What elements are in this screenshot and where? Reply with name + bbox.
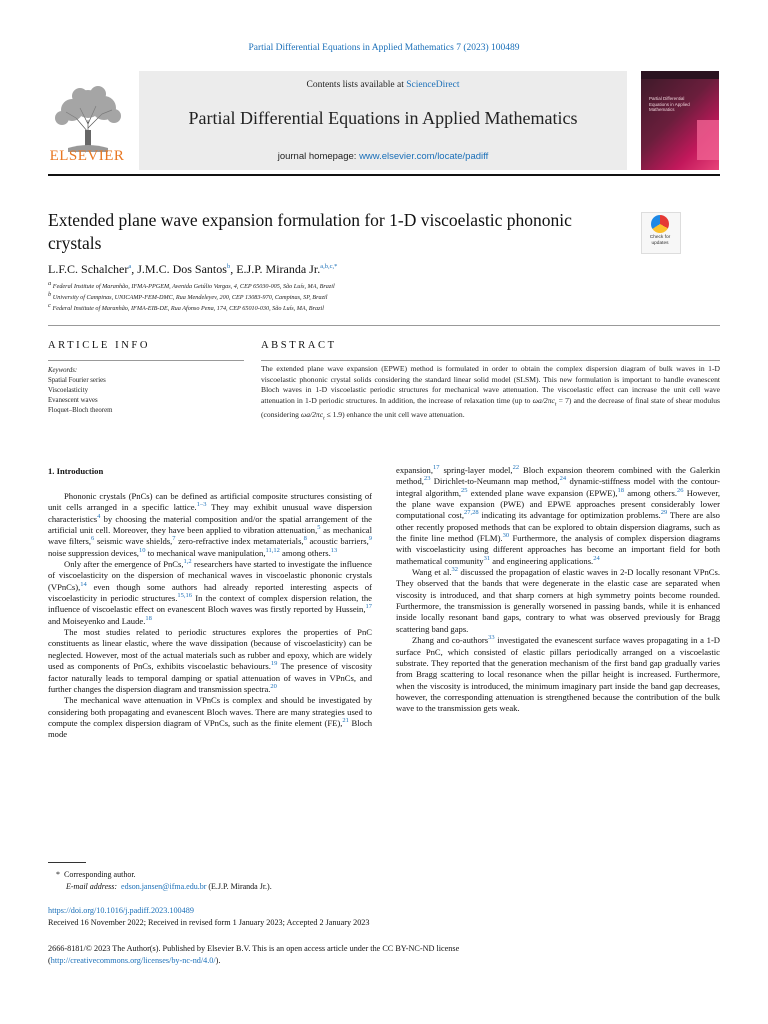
license-text: 2666-8181/© 2023 The Author(s). Published by Elsevier B.V. This is an open access article under the CC BY-NC-ND license (48, 944, 460, 953)
affiliation-text: University of Campinas, UNICAMP-FEM-DMC, Rua Mendeleyev, 200, CEP 13083-970, Campinas, SP, Brazil (52, 294, 328, 301)
text-run: The presence of viscosity factor naturally leads to temporal damping or spatial attenuation of waves in VPnCs, and further changes the dispersion diagram and transmission spectra. (48, 661, 372, 694)
abstract-math (532, 395, 557, 408)
text-run: indicating its advantage for optimization problems. (478, 510, 661, 521)
text-run: noise suppression devices, (48, 547, 139, 558)
citation-link[interactable]: 19 (270, 660, 278, 668)
text-run: acoustic barriers, (306, 536, 369, 547)
keyword-item: Spatial Fourier series (48, 377, 106, 384)
math-sub: t (554, 401, 557, 408)
citation-link[interactable]: 1,2 (183, 558, 192, 566)
citation-link[interactable]: 33 (488, 634, 495, 642)
text-run: There are also other recently proposed methods that can be explored to obtain dispersion diagrams, such as the finite line method (FLM). (396, 510, 720, 544)
footnote-rule (48, 862, 86, 863)
affiliation-text: Federal Institute of Maranhão, IFMA-EIB-DE, Rua Afonso Pena, 174, CEP 65010-030, São Luís, MA, Brazil (52, 305, 324, 312)
citation-link[interactable]: 24 (593, 554, 600, 562)
math-sub: t (323, 415, 325, 422)
citation-link[interactable]: 22 (512, 464, 520, 472)
text-run: Only after the emergence of PnCs, (64, 559, 184, 570)
citation-link[interactable]: 32 (451, 566, 458, 574)
text-run: and engineering applications. (490, 555, 594, 566)
text-run: They may exhibit unusual wave dispersion characteristics (48, 502, 372, 524)
abstract-part: ) enhance the unit cell wave attenuation. (342, 409, 465, 419)
journal-homepage-link[interactable]: www.elsevier.com/locate/padiff (359, 151, 489, 162)
author-affiliation-mark[interactable]: a,b,c,* (320, 263, 338, 270)
title-block-rule (48, 325, 720, 326)
keyword-item: Viscoelasticity (48, 387, 88, 394)
citation-link[interactable]: 13 (330, 546, 338, 554)
text-run: However, the plane wave expansion (PWE) and EPWE approaches present considerably lower computational cost, (396, 487, 721, 521)
contents-prefix: Contents lists available at (306, 80, 407, 90)
citation-link[interactable]: 23 (423, 475, 431, 483)
text-run: even though some authors had already reported interesting aspects of viscoelasticity in periodic structures. (48, 581, 372, 604)
affiliation-mark: c (48, 301, 51, 309)
header-rule (48, 174, 720, 176)
text-run: Furthermore, the analysis of complex dispersion diagrams with viscoelasticity using different approaches has become an important field for both mathematical community (396, 533, 720, 566)
crossmark-icon (651, 215, 669, 233)
math-rest: = 7 (556, 395, 569, 405)
citation-link[interactable]: 18 (617, 486, 624, 494)
email-line (56, 881, 272, 893)
author-affiliation-mark[interactable]: b (226, 263, 231, 270)
doi-link[interactable]: https://doi.org/10.1016/j.padiff.2023.100489 (48, 906, 194, 915)
citation-link[interactable]: 27,28 (464, 509, 479, 517)
body-paragraph (396, 567, 720, 635)
citation-link[interactable]: 14 (80, 580, 87, 588)
text-run: seismic wave shields, (94, 536, 173, 547)
journal-cover-strip (641, 71, 719, 79)
text-run: The most studies related to periodic structures explores the properties of PnC constituents as linear elastic, where the wave dissipation (because of viscoelasticity) can be neglected. However, most of the actual materials such as rubber and epoxy, which are widely used as components of PnCs, exhibits viscoelastic behaviours. (48, 627, 372, 672)
text-run: spring-layer model, (439, 465, 513, 475)
citation-link[interactable]: 5 (317, 524, 321, 532)
affiliation-b (48, 290, 328, 301)
author-name[interactable]: J.M.C. Dos Santos (137, 262, 227, 276)
text-run: zero-refractive index metamaterials, (175, 536, 304, 547)
citation-link[interactable]: 10 (138, 546, 146, 554)
contents-available-line (139, 80, 627, 90)
abstract-heading: ABSTRACT (261, 340, 337, 351)
body-column-left (48, 491, 372, 741)
email-link[interactable]: edson.jansen@ifma.edu.br (121, 881, 207, 891)
text-run: Bloch expansion theorem combined with the Galerkin method, (396, 465, 720, 487)
citation-link[interactable]: 24 (559, 475, 567, 483)
author-name[interactable]: E.J.P. Miranda Jr. (236, 262, 321, 276)
body-paragraph (396, 635, 720, 714)
journal-title: Partial Differential Equations in Applied Mathematics (188, 108, 578, 128)
abstract-text (261, 364, 720, 424)
text-run: Wang et al. (412, 567, 452, 578)
article-title: Extended plane wave expansion formulation for 1-D viscoelastic phononic crystals (48, 210, 572, 253)
journal-cover-accent (697, 120, 719, 160)
citation-link[interactable]: 17 (433, 464, 440, 472)
text-run: as mechanical wave filters, (48, 525, 372, 547)
affiliation-a (48, 279, 335, 290)
text-run: by choosing the material composition and/or the spatial arrangement of the artificial unit cell. Moreover, they have been applied to vibration attenuation, (48, 513, 372, 536)
license-close: ). (215, 955, 221, 965)
text-run: and Moiseyenko and Laude. (48, 615, 146, 626)
citation-link[interactable]: 6 (91, 535, 95, 543)
citation-link[interactable]: 4 (97, 512, 101, 520)
affiliation-mark: a (48, 279, 52, 287)
affiliation-mark: b (48, 290, 52, 298)
corresponding-author-line (56, 869, 272, 881)
email-label: E-mail address: (66, 881, 118, 891)
license-statement: 2666-8181/© 2023 The Author(s). Published by Elsevier B.V. This is an open access article under the CC BY-NC-ND license (http://creativecommons.org/licenses/by-nc-nd/4.0/). (48, 944, 460, 965)
author-list: L.F.C. Schalcher$^a$, J.M.C. Dos Santos$^b$, E.J.P. Miranda Jr.$^{a,b,c,*}$ (48, 262, 338, 276)
math-expr: ωa/2πc (300, 409, 324, 419)
keyword-item: Evanescent waves (48, 397, 98, 404)
abstract-rule (261, 360, 720, 361)
sciencedirect-link[interactable]: ScienceDirect (406, 80, 460, 90)
section-heading-introduction: 1. Introduction (48, 466, 104, 476)
body-column-right (396, 465, 720, 715)
citation-link[interactable]: 21 (342, 717, 349, 725)
math-expr: ωa/2πc (532, 395, 555, 405)
homepage-prefix: journal homepage: (277, 151, 360, 162)
elsevier-wordmark: ELSEVIER (49, 148, 125, 164)
text-run: researchers have started to investigate the influence of viscoelasticity on the dispersion of mechanical waves in viscoelastic phononic crystals (VPnCs), (48, 559, 372, 592)
text-run: among others. (624, 487, 677, 498)
body-paragraph (48, 695, 372, 740)
journal-cover-title: Partial Differential Equations in Applied Mathematics (649, 96, 690, 112)
citation-link[interactable]: 31 (483, 554, 491, 562)
body-paragraph (396, 465, 720, 567)
corresponding-label: Corresponding author. (64, 870, 136, 879)
abstract-part: The extended plane wave expansion (EPWE) method is formulated in order to obtain the complex dispersion diagram of bulk waves in 1-D viscoelastic phononic crystal solids considering the standard linear solid model (SLSM). This new formulation is important to handle evanescent Bloch waves in 1-D viscoelastic periodic structures for mechanical wave attenuation. The viscoelastic effect can increase the unit cell wave attenuation in 1-D periodic structures. In addition, the increase of relaxation time (up to (261, 364, 720, 405)
corresponding-author-footnote (56, 869, 272, 892)
journal-reference-link[interactable]: Partial Differential Equations in Applied Mathematics 7 (2023) 100489 (248, 43, 520, 53)
citation-link[interactable]: 9 (368, 535, 372, 543)
abstract-math (300, 409, 325, 422)
article-info-rule (48, 360, 244, 361)
citation-link[interactable]: 25 (461, 486, 468, 494)
text-run: to mechanical wave manipulation, (145, 547, 266, 558)
license-link[interactable]: http://creativecommons.org/licenses/by-nc-nd/4.0/ (50, 955, 216, 965)
text-run: Bloch mode (48, 717, 372, 740)
math-rest: ≤ 1.9 (324, 409, 343, 419)
text-run: discussed the propagation of elastic waves in 2-D locally resonant VPnCs. They observed that the bands that were degenerate in the elastic case are separated when viscosity is introduced, and that sharp corners at high symmetry points become rounded. Furthermore, the transmission is generally worsened in passing bands, while it is enhanced inside locally resonant band gaps, contrary to what was observed previously for Bragg scattering band gaps. (396, 567, 720, 634)
citation-link[interactable]: 26 (676, 486, 684, 494)
received-dates: Received 16 November 2022; Received in revised form 1 January 2023; Accepted 2 January 2023 (48, 918, 370, 927)
citation-link[interactable]: 1–3 (196, 501, 207, 509)
journal-homepage-line (139, 151, 627, 162)
citation-link[interactable]: 8 (303, 535, 307, 543)
keywords-block (48, 366, 112, 416)
text-run: expansion, (396, 465, 433, 475)
body-paragraph (48, 491, 372, 559)
body-paragraph (48, 627, 372, 695)
citation-link[interactable]: 29 (660, 509, 668, 517)
citation-link[interactable]: 17 (365, 603, 372, 611)
text-run: The mechanical wave attenuation in VPnCs is complex and should be investigated by considering both propagating and evanescent Bloch waves. There are many strategies used to compute the complex dispersion diagram of VPnCs, such as the finite element (FE), (48, 695, 372, 728)
keywords-label: Keywords: (48, 367, 78, 374)
text-run: Dirichlet-to-Neumann map method, (430, 476, 560, 487)
email-owner: (E.J.P. Miranda Jr.). (206, 881, 272, 891)
author-affiliation-mark[interactable]: a (128, 263, 132, 270)
citation-link[interactable]: 18 (145, 614, 152, 622)
citation-link[interactable]: 7 (172, 535, 176, 543)
text-run: Phononic crystals (PnCs) can be defined as artificial composite structures consisting of unit cells arranged in a specific lattice. (48, 491, 372, 513)
text-run: extended plane wave expansion (EPWE), (467, 487, 618, 498)
abstract-part: ) and the decrease of final state of shear modulus (considering (261, 395, 720, 419)
author-name[interactable]: L.F.C. Schalcher (48, 262, 129, 276)
keyword-item: Floquet–Bloch theorem (48, 407, 113, 414)
text-run: In the context of complex dispersion relation, the influence of viscoelastic effect on evanescent Bloch waves was firstly reported by Hussein, (48, 593, 372, 615)
footnote-mark: * (56, 870, 60, 879)
affiliation-text: Federal Institute of Maranhão, IFMA-PPGEM, Avenida Getúlio Vargas, 4, CEP 65030-005, São Luís, MA, Brazil (52, 283, 335, 290)
check-for-updates-label: Check for updates (649, 235, 671, 246)
body-paragraph (48, 559, 372, 627)
citation-link[interactable]: 15,16 (177, 592, 192, 600)
text-run: Zhang and co-authors (412, 635, 489, 646)
text-run: investigated the evanescent surface waves propagating in a 1-D surface PnC, which consisted of elastic pillars periodically arranged on a viscoelastic substrate. They reported that the generation mechanism of the first band gap gradually varies from Bragg scattering to local resonance when the pillar height is increased. Furthermore, when the viscosity is introduced, the minimum imaginary part inside the band gap decreases, however, the corresponding attenuation is strengthened because the contribution of the bulk wave to the transmission gets weak. (396, 635, 721, 714)
text-run: among others. (279, 547, 331, 558)
article-info-heading: ARTICLE INFO (48, 340, 151, 351)
citation-link[interactable]: 11,12 (265, 546, 280, 554)
citation-link[interactable]: 30 (502, 532, 510, 540)
affiliation-c (48, 301, 324, 312)
citation-link[interactable]: 20 (270, 682, 277, 690)
text-run: dynamic-stiffness model with the contour-integral algorithm, (396, 476, 721, 498)
